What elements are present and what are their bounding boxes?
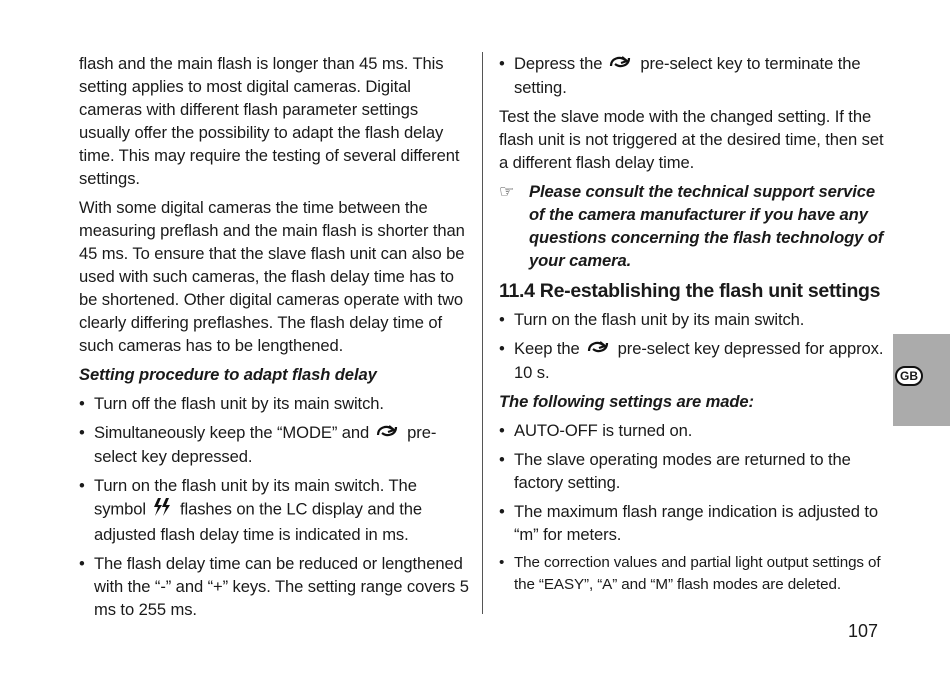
settings-heading: The following settings are made: <box>499 392 754 412</box>
page-number: 107 <box>848 621 879 641</box>
list-item: • Turn on the flash unit by its main switch. The symbol flashes on the LC display and the adjusted flash delay time is indicated in ms. <box>79 476 423 545</box>
list-item: • Turn off the flash unit by its main switch. <box>79 394 384 413</box>
slave-key-icon <box>375 422 399 445</box>
list-item: • Simultaneously keep the “MODE” and pre-select key depressed. <box>79 423 437 467</box>
language-badge: GB <box>895 366 923 386</box>
note-text: Please consult the technical support service of the camera manufacturer if you have any questions concerning the flash technology of your camera. <box>529 182 884 271</box>
settings-list <box>499 419 889 596</box>
right-paragraph-1: Test the slave mode with the changed setting. If the flash unit is not triggered at the desired time, then set a different flash delay time. <box>499 107 884 173</box>
column-divider <box>482 52 483 614</box>
reset-list <box>499 308 889 384</box>
list-item: • Depress the pre-select key to terminate the setting. <box>499 54 861 98</box>
list-item: • AUTO-OFF is turned on. <box>499 421 693 441</box>
note <box>499 180 889 272</box>
left-paragraph-1: flash and the main flash is longer than 45 ms. This setting applies to most digital cameras. Digital cameras with different flash parameter settings usually offer the possibility to adapt the flash delay time. This may require the testing of several different settings. <box>79 54 460 188</box>
slave-key-icon <box>608 53 632 76</box>
procedure-heading: Setting procedure to adapt flash delay <box>79 365 377 384</box>
list-item: • Keep the pre-select key depressed for approx. 10 s. <box>499 339 884 383</box>
list-item: • The slave operating modes are returned to the factory setting. <box>499 450 851 493</box>
list-item: • The flash delay time can be reduced or lengthened with the “-” and “+” keys. The setting range covers 5 ms to 255 ms. <box>79 554 469 620</box>
termination-list <box>499 52 889 99</box>
slave-key-icon <box>586 338 610 361</box>
list-item: • The correction values and partial light output settings of the “EASY”, “A” and “M” flash modes are deleted. <box>499 554 881 594</box>
left-column <box>79 52 469 627</box>
pointing-hand-icon: ☞ <box>499 182 515 202</box>
right-column <box>499 52 889 602</box>
list-item: • Turn on the flash unit by its main switch. <box>499 310 805 330</box>
list-item: • The maximum flash range indication is adjusted to “m” for meters. <box>499 502 879 545</box>
double-flash-icon <box>152 497 172 523</box>
left-paragraph-2: With some digital cameras the time between the measuring preflash and the main flash is shorter than 45 ms. To ensure that the slave flash unit can also be used with such cameras, the flash delay time has to be shortened. Other digital cameras operate with two clearly differing preflashes. The flash delay time of such cameras has to be lengthened. <box>79 198 465 355</box>
procedure-list <box>79 392 469 621</box>
section-title: 11.4 Re-establishing the flash unit settings <box>499 280 881 303</box>
